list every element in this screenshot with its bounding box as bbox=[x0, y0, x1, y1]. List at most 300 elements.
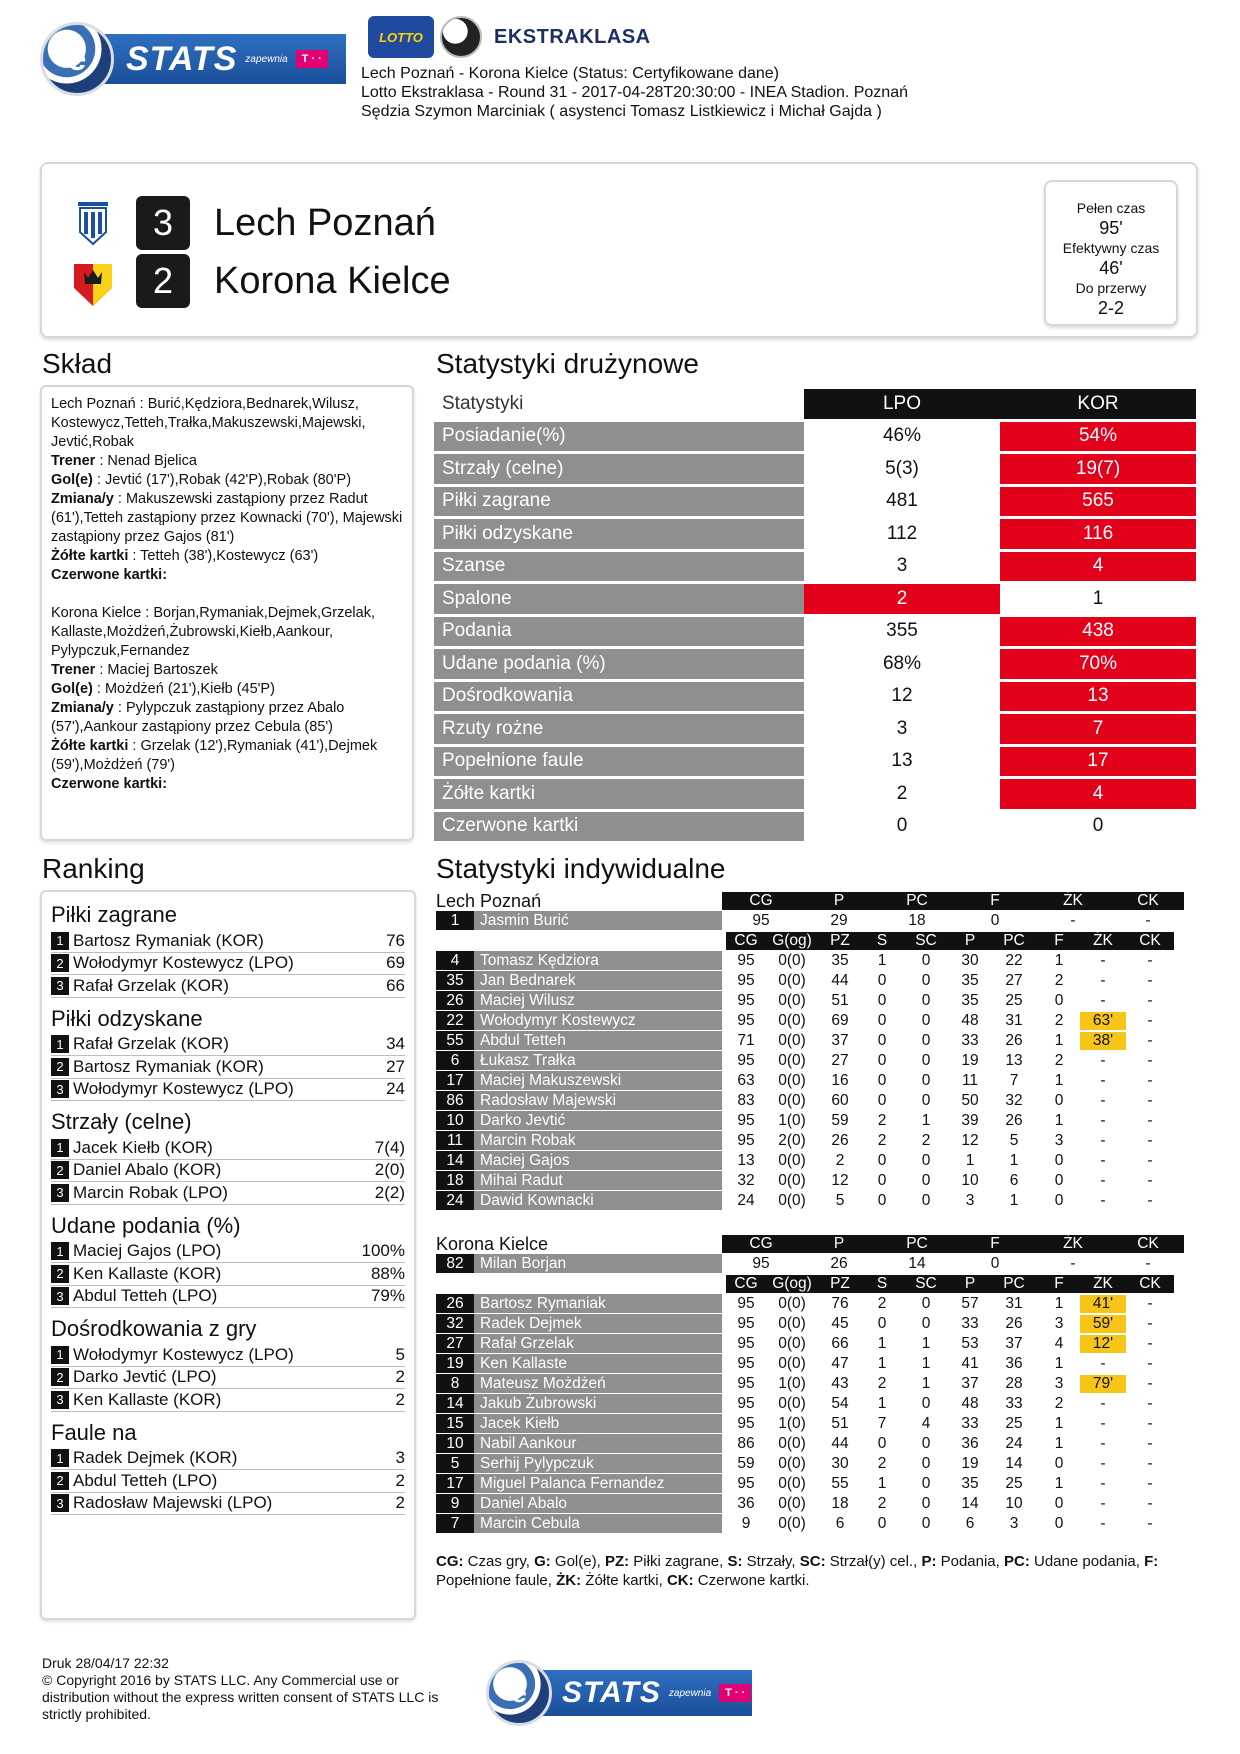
ranking-value: 79% bbox=[370, 1286, 405, 1306]
player-stat: 22 bbox=[1005, 952, 1023, 969]
player-stat: 0 bbox=[921, 952, 931, 969]
player-stat: 0(0) bbox=[778, 1495, 806, 1512]
gk-col-header: PC bbox=[878, 892, 956, 910]
ranking-player: Wołodymyr Kostewycz (LPO) bbox=[73, 1344, 294, 1364]
player-stat: 0(0) bbox=[778, 952, 806, 969]
player-col-header: S bbox=[862, 932, 902, 950]
halftime-value: 2-2 bbox=[1097, 298, 1124, 318]
player-stat: 0(0) bbox=[778, 1295, 806, 1312]
player-name-cell bbox=[436, 951, 722, 971]
player-stat: 95 bbox=[737, 972, 755, 989]
player-name-cell bbox=[436, 1514, 722, 1534]
shirt-number: 18 bbox=[436, 1171, 474, 1190]
player-stat: 0 bbox=[877, 972, 887, 989]
player-stat: - bbox=[1147, 1395, 1153, 1412]
rank-number: 1 bbox=[51, 1139, 69, 1157]
player-name: Jasmin Burić bbox=[480, 911, 569, 929]
shirt-number: 19 bbox=[436, 1354, 474, 1373]
team-stat-row bbox=[434, 422, 1196, 452]
ranking-player: Ken Kallaste (KOR) bbox=[73, 1263, 222, 1283]
player-stat: 33 bbox=[961, 1415, 979, 1432]
print-date: Druk 28/04/17 22:32 bbox=[42, 1655, 169, 1671]
player-stat: 95 bbox=[737, 992, 755, 1009]
player-name: Miguel Palanca Fernandez bbox=[480, 1474, 665, 1492]
team-stat-home: 13 bbox=[891, 750, 913, 772]
player-name: Bartosz Rymaniak bbox=[480, 1294, 606, 1312]
player-stat: 1(0) bbox=[778, 1375, 806, 1392]
player-stat: 0(0) bbox=[778, 1335, 806, 1352]
legend-key: CK: bbox=[666, 1572, 694, 1589]
player-name-cell bbox=[436, 1434, 722, 1454]
player-header-row bbox=[436, 931, 1196, 951]
ranking-player: Rafał Grzelak (KOR) bbox=[73, 975, 229, 995]
player-stat: 2 bbox=[877, 1455, 887, 1472]
player-stat: - bbox=[1100, 1152, 1106, 1169]
player-stat: 95 bbox=[737, 1052, 755, 1069]
player-stat: 3 bbox=[965, 1192, 975, 1209]
player-stat: - bbox=[1100, 972, 1106, 989]
player-stat: - bbox=[1147, 1515, 1153, 1532]
gk-col-header: P bbox=[800, 892, 878, 910]
player-stat: 25 bbox=[1005, 1415, 1023, 1432]
ranking-value: 7(4) bbox=[374, 1137, 405, 1157]
team-stat-label: Piłki odzyskane bbox=[434, 519, 804, 549]
player-stat: 1(0) bbox=[778, 1415, 806, 1432]
player-name: Serhij Pylypczuk bbox=[480, 1454, 594, 1472]
player-name-cell bbox=[436, 1111, 722, 1131]
rank-number: 3 bbox=[51, 1391, 69, 1409]
ranking-value: 5 bbox=[395, 1344, 405, 1364]
team-stat-home: 2 bbox=[896, 782, 908, 804]
player-stat: 36 bbox=[737, 1495, 755, 1512]
player-stat: 0 bbox=[921, 1052, 931, 1069]
player-name-cell bbox=[436, 1314, 722, 1334]
player-name: Nabil Aankour bbox=[480, 1434, 577, 1452]
player-name-cell bbox=[436, 1354, 722, 1374]
shirt-number: 17 bbox=[436, 1474, 474, 1493]
player-row bbox=[436, 1071, 1196, 1091]
player-name: Maciej Makuszewski bbox=[480, 1071, 622, 1089]
player-stat: 35 bbox=[831, 952, 849, 969]
rank-number: 2 bbox=[51, 1058, 69, 1076]
stats-logo-word: STATS bbox=[562, 1676, 661, 1709]
ranking-row bbox=[51, 1160, 405, 1183]
shirt-number: 17 bbox=[436, 1071, 474, 1090]
player-name: Mateusz Możdżeń bbox=[480, 1374, 606, 1392]
player-stat: 0 bbox=[921, 1295, 931, 1312]
player-stat: 36 bbox=[961, 1435, 979, 1452]
ekstraklasa-ball-icon: e bbox=[40, 22, 114, 96]
ranking-player: Radek Dejmek (KOR) bbox=[73, 1448, 238, 1468]
rank-number: 1 bbox=[51, 1449, 69, 1467]
player-stat: - bbox=[1147, 1172, 1153, 1189]
ranking-category-title: Udane podania (%) bbox=[51, 1212, 241, 1238]
player-stat: - bbox=[1147, 992, 1153, 1009]
player-stat: 3 bbox=[1054, 1375, 1064, 1392]
ranking-player: Marcin Robak (LPO) bbox=[73, 1182, 228, 1202]
ranking-row bbox=[51, 1493, 405, 1516]
korona-red: Czerwone kartki: bbox=[51, 776, 168, 792]
team-stat-row bbox=[434, 519, 1196, 549]
player-header-row bbox=[436, 1274, 1196, 1294]
player-stat: 2 bbox=[877, 1495, 887, 1512]
legend-key: P: bbox=[921, 1553, 937, 1570]
player-stat: 45 bbox=[831, 1315, 849, 1332]
legend-key: CG: bbox=[436, 1553, 464, 1570]
team-stat-label: Posiadanie(%) bbox=[434, 422, 804, 452]
ekstraklasa-logo bbox=[368, 14, 651, 60]
team-stat-label: Rzuty rożne bbox=[434, 714, 804, 744]
player-stat: 5 bbox=[1009, 1132, 1019, 1149]
player-stat: 27 bbox=[831, 1052, 849, 1069]
rank-number: 2 bbox=[51, 1368, 69, 1386]
ranking-player: Bartosz Rymaniak (KOR) bbox=[73, 1056, 264, 1076]
ranking-row bbox=[51, 1367, 405, 1390]
team-stat-away: 438 bbox=[1000, 617, 1196, 647]
player-row bbox=[436, 1111, 1196, 1131]
player-stat: 79' bbox=[1080, 1375, 1126, 1393]
team-stat-row bbox=[434, 747, 1196, 777]
player-stat: 71 bbox=[737, 1032, 755, 1049]
lech-goals: Gol(e) : Jevtić (17'),Robak (42'P),Robak (80'P) bbox=[51, 472, 352, 488]
ranking-row bbox=[51, 1079, 405, 1102]
player-row bbox=[436, 1414, 1196, 1434]
player-stat: 35 bbox=[961, 972, 979, 989]
legend-key: SC: bbox=[799, 1553, 826, 1570]
player-stat: - bbox=[1100, 1132, 1106, 1149]
player-stat: 1 bbox=[1054, 1415, 1064, 1432]
player-stat: 30 bbox=[831, 1455, 849, 1472]
match-referee: Sędzia Szymon Marciniak ( asystenci Tomasz Listkiewicz i Michał Gajda ) bbox=[361, 103, 882, 120]
team-stat-away: 13 bbox=[1000, 682, 1196, 712]
ranking-row bbox=[51, 1263, 405, 1286]
player-name-cell bbox=[436, 911, 722, 931]
player-stat: 95 bbox=[737, 1295, 755, 1312]
team-stat-home: 3 bbox=[896, 555, 908, 577]
player-stat: - bbox=[1100, 1495, 1106, 1512]
team-stat-away: 116 bbox=[1000, 519, 1196, 549]
player-col-header: PC bbox=[990, 1275, 1038, 1293]
player-name-cell bbox=[436, 991, 722, 1011]
player-stat: - bbox=[1147, 1192, 1153, 1209]
legend-desc: Piłki zagrane, bbox=[629, 1553, 728, 1570]
legend-key: ŻK: bbox=[556, 1572, 582, 1589]
ranking-row bbox=[51, 1470, 405, 1493]
legend-desc: Strzały, bbox=[742, 1553, 800, 1570]
player-row bbox=[436, 1131, 1196, 1151]
team-stat-home: 355 bbox=[886, 620, 918, 642]
stats-logo-sponsor: zapewnia bbox=[668, 1687, 712, 1699]
player-name-cell bbox=[436, 1394, 722, 1414]
shirt-number: 55 bbox=[436, 1031, 474, 1050]
rank-number: 1 bbox=[51, 932, 69, 950]
ranking-row bbox=[51, 1286, 405, 1309]
player-stat: 0(0) bbox=[778, 1072, 806, 1089]
rank-number: 1 bbox=[51, 1242, 69, 1260]
player-stat: 0 bbox=[921, 1475, 931, 1492]
player-stat: 0(0) bbox=[778, 1012, 806, 1029]
footer bbox=[42, 1655, 462, 1723]
player-stat: 37 bbox=[1005, 1335, 1023, 1352]
player-stat: 0(0) bbox=[778, 1172, 806, 1189]
player-stat: 63 bbox=[737, 1072, 755, 1089]
ranking-player: Rafał Grzelak (KOR) bbox=[73, 1034, 229, 1054]
player-stat: 95 bbox=[737, 1415, 755, 1432]
team-stat-row bbox=[434, 617, 1196, 647]
ranking-player: Daniel Abalo (KOR) bbox=[73, 1160, 222, 1180]
player-stat: - bbox=[1147, 1375, 1153, 1392]
player-stat: 13 bbox=[1005, 1052, 1023, 1069]
legend-key: PZ: bbox=[604, 1553, 630, 1570]
player-stat: 0(0) bbox=[778, 992, 806, 1009]
player-stat: 0 bbox=[1054, 1495, 1064, 1512]
player-name-cell bbox=[436, 1191, 722, 1211]
legend-desc: Popełnione faule, bbox=[436, 1572, 557, 1589]
player-stat: 1 bbox=[1054, 1295, 1064, 1312]
player-stat: 0 bbox=[1054, 1092, 1064, 1109]
team-stat-home: 0 bbox=[896, 815, 908, 837]
gk-header-row bbox=[436, 891, 1196, 911]
korona-crest-icon bbox=[68, 258, 118, 308]
player-row bbox=[436, 1474, 1196, 1494]
individual-stats-korona bbox=[436, 1234, 1196, 1534]
team-stats-table bbox=[434, 386, 1196, 844]
ranking-value: 2 bbox=[395, 1389, 405, 1409]
player-stat: 0 bbox=[921, 1315, 931, 1332]
shirt-number: 22 bbox=[436, 1011, 474, 1030]
player-stat: 12 bbox=[831, 1172, 849, 1189]
gk-stat: - bbox=[1070, 1255, 1076, 1272]
player-stat: 30 bbox=[961, 952, 979, 969]
away-score: 2 bbox=[136, 254, 190, 308]
match-meta bbox=[361, 64, 908, 121]
player-stat: 10 bbox=[1005, 1495, 1023, 1512]
player-row bbox=[436, 1334, 1196, 1354]
gk-stat: 0 bbox=[990, 912, 1000, 929]
tmobile-logo: T · · bbox=[719, 1684, 751, 1702]
player-col-header: ŻK bbox=[1080, 932, 1126, 950]
team-stat-label: Udane podania (%) bbox=[434, 649, 804, 679]
player-stat: 0 bbox=[877, 992, 887, 1009]
player-col-header: S bbox=[862, 1275, 902, 1293]
player-stat: - bbox=[1147, 1112, 1153, 1129]
player-stat: 0(0) bbox=[778, 1192, 806, 1209]
player-stat: 1 bbox=[1009, 1192, 1019, 1209]
ranking-player: Darko Jevtić (LPO) bbox=[73, 1367, 217, 1387]
player-stat: - bbox=[1100, 1192, 1106, 1209]
ranking-value: 2 bbox=[395, 1493, 405, 1513]
player-row bbox=[436, 971, 1196, 991]
team-stat-home: 46% bbox=[882, 425, 922, 447]
player-row bbox=[436, 1151, 1196, 1171]
player-stat: 0 bbox=[877, 1435, 887, 1452]
player-stat: 31 bbox=[1005, 1012, 1023, 1029]
player-stat: 19 bbox=[961, 1455, 979, 1472]
player-name-cell bbox=[436, 1374, 722, 1394]
player-stat: 41 bbox=[961, 1355, 979, 1372]
player-stat: 1 bbox=[877, 1335, 887, 1352]
player-name: Abdul Tetteh bbox=[480, 1031, 566, 1049]
ranking-category-title: Dośrodkowania z gry bbox=[51, 1316, 257, 1341]
legend-desc: Strzał(y) cel., bbox=[825, 1553, 922, 1570]
player-stat: 86 bbox=[737, 1435, 755, 1452]
team-stat-row bbox=[434, 487, 1196, 517]
ranking-value: 76 bbox=[386, 930, 405, 950]
scoreboard bbox=[40, 162, 1198, 338]
ranking-player: Abdul Tetteh (LPO) bbox=[73, 1470, 218, 1490]
shirt-number: 10 bbox=[436, 1434, 474, 1453]
player-stat: 0 bbox=[1054, 1455, 1064, 1472]
player-stat: 1 bbox=[921, 1112, 931, 1129]
ranking-value: 69 bbox=[386, 953, 405, 973]
player-stat: 0 bbox=[877, 1515, 887, 1532]
player-stat: 1 bbox=[1054, 1072, 1064, 1089]
rank-number: 3 bbox=[51, 1184, 69, 1202]
gk-col-header: ŻK bbox=[1034, 892, 1112, 910]
player-name-cell bbox=[436, 1254, 722, 1274]
ranking-value: 100% bbox=[361, 1241, 405, 1261]
player-stat: 0 bbox=[921, 1172, 931, 1189]
player-stat: - bbox=[1100, 1172, 1106, 1189]
player-name-cell bbox=[436, 1051, 722, 1071]
player-stat: 3 bbox=[1009, 1515, 1019, 1532]
player-stat: - bbox=[1147, 1355, 1153, 1372]
ranking-row bbox=[51, 975, 405, 998]
player-row bbox=[436, 1171, 1196, 1191]
player-name: Mihai Radut bbox=[480, 1171, 563, 1189]
player-stat: 1 bbox=[877, 952, 887, 969]
player-stat: 1 bbox=[1009, 1152, 1019, 1169]
player-stat: - bbox=[1100, 1395, 1106, 1412]
stats-logo-bar bbox=[532, 1670, 752, 1716]
ranking-player: Maciej Gajos (LPO) bbox=[73, 1241, 222, 1261]
player-col-header: CK bbox=[1126, 932, 1174, 950]
player-stat: - bbox=[1147, 1132, 1153, 1149]
player-stat: 51 bbox=[831, 992, 849, 1009]
shirt-number: 86 bbox=[436, 1091, 474, 1110]
player-stat: - bbox=[1147, 1315, 1153, 1332]
full-time-label: Pełen czas bbox=[1076, 200, 1146, 216]
team-stat-away: 7 bbox=[1000, 714, 1196, 744]
player-stat: 0(0) bbox=[778, 1355, 806, 1372]
player-row bbox=[436, 1494, 1196, 1514]
team-stat-label: Podania bbox=[434, 617, 804, 647]
player-row bbox=[436, 1454, 1196, 1474]
player-col-header: F bbox=[1038, 1275, 1080, 1293]
player-stat: 59 bbox=[737, 1455, 755, 1472]
player-name-cell bbox=[436, 971, 722, 991]
ranking-category-title: Piłki zagrane bbox=[51, 902, 177, 927]
player-stat: 25 bbox=[1005, 1475, 1023, 1492]
player-stat: 76 bbox=[831, 1295, 849, 1312]
player-name-cell bbox=[436, 1474, 722, 1494]
korona-subs: Zmiana/y : Pylypczuk zastąpiony przez Abalo (57'),Aankour zastąpiony przez Cebula (85') bbox=[51, 700, 345, 735]
goalkeeper-row bbox=[436, 1254, 1196, 1274]
team-stat-home: 2 bbox=[804, 584, 1000, 614]
player-stat: 9 bbox=[741, 1515, 751, 1532]
gk-col-header: ŻK bbox=[1034, 1235, 1112, 1253]
korona-coach: Trener : Maciej Bartoszek bbox=[51, 662, 218, 678]
player-stat: - bbox=[1147, 1435, 1153, 1452]
gk-stat: 26 bbox=[830, 1255, 848, 1272]
ranking-row bbox=[51, 1182, 405, 1205]
player-row bbox=[436, 1051, 1196, 1071]
player-stat: 0 bbox=[921, 1192, 931, 1209]
gk-stat: 29 bbox=[830, 912, 848, 929]
player-stat: 2 bbox=[1054, 1012, 1064, 1029]
shirt-number: 9 bbox=[436, 1494, 474, 1513]
player-col-header: PC bbox=[990, 932, 1038, 950]
player-stat: 28 bbox=[1005, 1375, 1023, 1392]
ranking-heading: Ranking bbox=[42, 853, 145, 884]
halftime-label: Do przerwy bbox=[1075, 280, 1147, 296]
rank-number: 1 bbox=[51, 1346, 69, 1364]
team-stats-heading: Statystyki drużynowe bbox=[436, 348, 699, 379]
player-stat: 1 bbox=[1054, 1435, 1064, 1452]
player-stat: 1 bbox=[1054, 1475, 1064, 1492]
player-stat: - bbox=[1100, 992, 1106, 1009]
player-name-cell bbox=[436, 1071, 722, 1091]
player-stat: 95 bbox=[737, 1475, 755, 1492]
player-stat: 1 bbox=[1054, 1032, 1064, 1049]
player-stat: 59' bbox=[1080, 1315, 1126, 1333]
player-name: Radek Dejmek bbox=[480, 1314, 582, 1332]
player-name: Milan Borjan bbox=[480, 1254, 567, 1272]
team-stat-away: 4 bbox=[1000, 552, 1196, 582]
player-stat: - bbox=[1147, 1495, 1153, 1512]
individual-stats-lech bbox=[436, 891, 1196, 1211]
player-stat: - bbox=[1147, 1475, 1153, 1492]
player-stat: 2 bbox=[921, 1132, 931, 1149]
lineup-panel bbox=[40, 385, 414, 841]
player-stat: - bbox=[1147, 1152, 1153, 1169]
team-stat-away: 4 bbox=[1000, 779, 1196, 809]
player-name: Jan Bednarek bbox=[480, 971, 576, 989]
player-col-header: PZ bbox=[818, 1275, 862, 1293]
ranking-value: 27 bbox=[386, 1056, 405, 1076]
player-name: Jakub Żubrowski bbox=[480, 1394, 597, 1412]
player-name: Marcin Cebula bbox=[480, 1514, 580, 1532]
player-stat: - bbox=[1147, 1032, 1153, 1049]
team-stat-row bbox=[434, 779, 1196, 809]
gk-col-header: CG bbox=[722, 1235, 800, 1253]
individual-stats-heading: Statystyki indywidualne bbox=[436, 853, 726, 884]
stats-logo-word: STATS bbox=[126, 39, 238, 78]
player-stat: 26 bbox=[1005, 1112, 1023, 1129]
player-stat: 2 bbox=[1054, 1395, 1064, 1412]
player-stat: 11 bbox=[961, 1072, 979, 1089]
team-stat-away: 1 bbox=[1092, 587, 1104, 609]
player-stat: 24 bbox=[1005, 1435, 1023, 1452]
team-name: Lech Poznań bbox=[436, 890, 542, 911]
player-stat: 0 bbox=[921, 972, 931, 989]
player-stat: 43 bbox=[831, 1375, 849, 1392]
ranking-row bbox=[51, 1034, 405, 1057]
gk-col-header: F bbox=[956, 892, 1034, 910]
team-stat-label: Szanse bbox=[434, 552, 804, 582]
player-stat: 63' bbox=[1080, 1012, 1126, 1030]
player-row bbox=[436, 1434, 1196, 1454]
shirt-number: 10 bbox=[436, 1111, 474, 1130]
team-stat-row bbox=[434, 714, 1196, 744]
player-stat: 95 bbox=[737, 952, 755, 969]
player-stat: 95 bbox=[737, 1132, 755, 1149]
shirt-number: 11 bbox=[436, 1131, 474, 1150]
ranking-player: Radosław Majewski (LPO) bbox=[73, 1493, 273, 1513]
ranking-player: Abdul Tetteh (LPO) bbox=[73, 1286, 218, 1306]
tmobile-logo: T · · bbox=[296, 50, 328, 68]
shirt-number: 27 bbox=[436, 1334, 474, 1353]
